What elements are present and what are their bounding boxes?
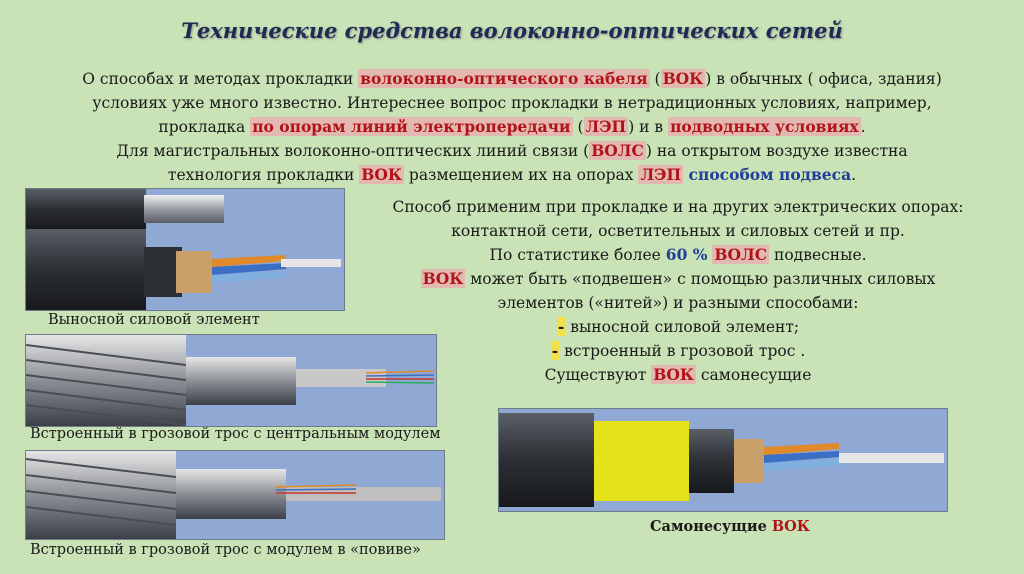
intro-line-2: условиях уже много известно. Интереснее вопрос прокладки в нетрадиционных условиях, например, (92, 94, 932, 112)
highlight-lep-2: ЛЭП (640, 165, 682, 184)
method-line-1: Способ применим при прокладке и на других электрических опорах: (392, 198, 964, 216)
method-line-5: элементов («нитей») и разными способами: (497, 294, 859, 312)
highlight-vok-4: ВОК (653, 365, 694, 384)
caption-external-strength-member: Выносной силовой элемент (48, 312, 260, 328)
highlight-vols-2: ВОЛС (714, 245, 768, 264)
method-description (348, 195, 1008, 387)
highlight-fiber-cable: волоконно-оптического кабеля (360, 69, 648, 88)
intro-line-1: О способах и методах прокладки волоконно-оптического кабеля ( ВОК ) в обычных ( офиса, здания) (82, 69, 942, 88)
page-title: Технические средства волоконно-оптических сетей (181, 18, 843, 43)
highlight-vols: ВОЛС (591, 141, 644, 160)
method-line-4: ВОК может быть «подвешен» с помощью различных силовых (422, 269, 936, 288)
photo-opgw-stranded-module (25, 450, 445, 540)
bullet-dash: - (557, 317, 565, 336)
highlight-power-lines: по опорам линий электропередачи (252, 117, 571, 136)
method-line-7: - встроенный в грозовой трос . (551, 341, 806, 360)
highlight-underwater: подводных условиях (670, 117, 859, 136)
highlight-vok-5: ВОК (771, 518, 810, 535)
highlight-lep: ЛЭП (585, 117, 627, 136)
intro-line-3: прокладка по опорам линий электропередачи ( ЛЭП ) и в подводных условиях . (158, 117, 866, 136)
statistic-percent: 60 % (665, 245, 708, 264)
photo-opgw-central-module (25, 334, 437, 427)
caption-opgw-stranded-module: Встроенный в грозовой трос с модулем в «повиве» (30, 542, 421, 558)
intro-paragraph (40, 67, 984, 187)
highlight-vok-2: ВОК (361, 165, 402, 184)
method-line-6: - выносной силовой элемент; (557, 317, 800, 336)
intro-line-5: технология прокладки ВОК размещением их на опорах ЛЭП способом подвеса. (167, 165, 857, 184)
caption-opgw-central-module: Встроенный в грозовой трос с центральным модулем (30, 426, 441, 442)
bullet-dash: - (551, 341, 559, 360)
caption-self-supporting: Самонесущие ВОК (650, 518, 810, 535)
highlight-vok-3: ВОК (422, 269, 464, 288)
photo-self-supporting-cable (498, 408, 948, 512)
method-line-8: Существуют ВОК самонесущие (544, 365, 812, 384)
method-line-3: По статистике более 60 % ВОЛС подвесные. (489, 245, 867, 264)
suspension-method: способом подвеса (683, 165, 852, 184)
highlight-vok: ВОК (662, 69, 704, 88)
intro-line-4: Для магистральных волоконно-оптических линий связи ( ВОЛС ) на открытом воздухе известна (116, 141, 908, 160)
photo-external-strength-member (25, 188, 345, 311)
method-line-2: контактной сети, осветительных и силовых сетей и пр. (451, 222, 905, 240)
